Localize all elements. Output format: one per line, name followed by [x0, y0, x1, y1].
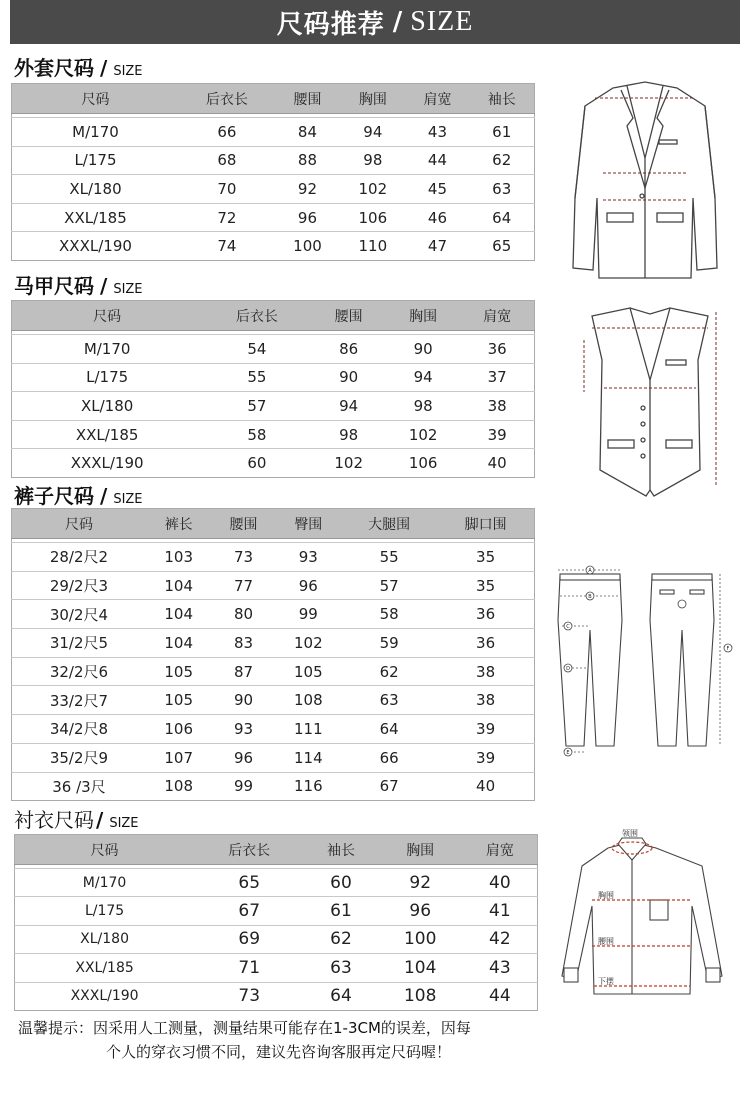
measurement-cell: 62 [341, 657, 437, 686]
measurement-cell: 73 [211, 543, 275, 572]
measurement-cell: 66 [179, 118, 275, 147]
shirt-label-chest: 胸围 [598, 891, 614, 900]
measurement-cell: 83 [211, 629, 275, 658]
measurement-cell: 65 [469, 232, 534, 261]
measurement-cell: 74 [179, 232, 275, 261]
measurement-cell: 87 [211, 657, 275, 686]
measurement-cell: 110 [340, 232, 405, 261]
table-row [12, 686, 535, 715]
measurement-cell: 70 [179, 175, 275, 204]
table-row [12, 203, 535, 232]
note-line-1: 温馨提示：因采用人工测量，测量结果可能存在1-3CM的误差，因每 [18, 1019, 471, 1037]
jacket-title-slash: / [100, 56, 108, 80]
pants-section-title [14, 480, 143, 509]
measurement-cell: 67 [341, 772, 437, 801]
measurement-cell: 77 [211, 571, 275, 600]
size-cell: XXL/185 [15, 954, 195, 982]
header-cell: 胸围 [386, 301, 460, 331]
measurement-cell: 93 [211, 715, 275, 744]
measurement-cell: 108 [378, 982, 463, 1010]
vest-section-title [14, 270, 143, 299]
measurement-cell: 36 [460, 335, 534, 364]
measurement-cell: 69 [194, 925, 304, 953]
measurement-cell: 106 [340, 203, 405, 232]
measurement-cell: 102 [340, 175, 405, 204]
size-cell: XL/180 [12, 175, 179, 204]
measurement-cell: 65 [194, 869, 304, 897]
table-header-row [12, 509, 535, 539]
size-cell: M/170 [12, 335, 203, 364]
table-row [12, 363, 535, 392]
measurement-cell: 84 [275, 118, 340, 147]
measurement-cell: 37 [460, 363, 534, 392]
measurement-cell: 45 [406, 175, 470, 204]
measurement-cell: 92 [378, 869, 463, 897]
measurement-cell: 63 [341, 686, 437, 715]
measurement-cell: 58 [341, 600, 437, 629]
table-row [12, 449, 535, 478]
measurement-cell: 104 [146, 600, 212, 629]
measurement-cell: 96 [275, 203, 340, 232]
size-cell: XXXL/190 [15, 982, 195, 1010]
measurement-cell: 42 [463, 925, 538, 953]
pants-marker-d: D [566, 666, 570, 672]
measurement-cell: 90 [311, 363, 385, 392]
measurement-cell: 99 [211, 772, 275, 801]
table-row [12, 335, 535, 364]
measurement-cell: 64 [304, 982, 377, 1010]
measurement-cell: 39 [437, 743, 534, 772]
size-cell: M/170 [15, 869, 195, 897]
measurement-cell: 64 [469, 203, 534, 232]
pants-marker-b: B [588, 594, 592, 600]
measurement-cell: 39 [437, 715, 534, 744]
size-cell: L/175 [12, 146, 179, 175]
shirt-size-table [14, 834, 538, 1011]
measurement-cell: 94 [340, 118, 405, 147]
measurement-cell: 96 [378, 897, 463, 925]
measurement-cell: 96 [276, 571, 342, 600]
shirt-title-en: SIZE [109, 816, 139, 831]
size-cell: XXXL/190 [12, 232, 179, 261]
measurement-cell: 57 [202, 392, 311, 421]
measurement-cell: 114 [276, 743, 342, 772]
header-cell: 胸围 [340, 84, 405, 114]
table-row [12, 715, 535, 744]
measurement-cell: 73 [194, 982, 304, 1010]
measurement-cell: 116 [276, 772, 342, 801]
header-cell: 胸围 [378, 835, 463, 865]
measurement-cell: 35 [437, 543, 534, 572]
measurement-cell: 102 [386, 420, 460, 449]
size-cell: 29/2尺3 [12, 571, 146, 600]
measurement-cell: 108 [276, 686, 342, 715]
vest-illustration [570, 300, 730, 500]
measurement-cell: 98 [386, 392, 460, 421]
size-cell: 36 /3尺 [12, 772, 146, 801]
measurement-cell: 60 [304, 869, 377, 897]
measurement-cell: 88 [275, 146, 340, 175]
size-cell: XXXL/190 [12, 449, 203, 478]
pants-title-en: SIZE [113, 492, 143, 507]
measurement-cell: 80 [211, 600, 275, 629]
size-cell: 30/2尺4 [12, 600, 146, 629]
header-cell: 肩宽 [406, 84, 470, 114]
pants-illustration [548, 560, 744, 760]
vest-title-zh: 马甲尺码 [14, 274, 94, 298]
size-cell: 28/2尺2 [12, 543, 146, 572]
shirt-label-collar: 领围 [622, 829, 638, 838]
measurement-cell: 55 [341, 543, 437, 572]
jacket-section-title [14, 52, 143, 81]
size-cell: XXL/185 [12, 203, 179, 232]
measurement-cell: 100 [275, 232, 340, 261]
measurement-cell: 61 [469, 118, 534, 147]
measurement-cell: 67 [194, 897, 304, 925]
header-cell: 尺码 [15, 835, 195, 865]
care-note [18, 1016, 558, 1064]
measurement-cell: 38 [460, 392, 534, 421]
measurement-cell: 94 [386, 363, 460, 392]
size-cell: 35/2尺9 [12, 743, 146, 772]
table-row [12, 392, 535, 421]
table-row [15, 897, 538, 925]
measurement-cell: 106 [386, 449, 460, 478]
measurement-cell: 105 [276, 657, 342, 686]
size-cell: M/170 [12, 118, 179, 147]
table-header-row [12, 301, 535, 331]
shirt-label-hem: 下摆 [598, 977, 614, 986]
measurement-cell: 105 [146, 686, 212, 715]
measurement-cell: 111 [276, 715, 342, 744]
measurement-cell: 100 [378, 925, 463, 953]
header-cell: 尺码 [12, 84, 179, 114]
table-header-row [12, 84, 535, 114]
measurement-cell: 44 [406, 146, 470, 175]
size-cell: L/175 [15, 897, 195, 925]
measurement-cell: 54 [202, 335, 311, 364]
measurement-cell: 46 [406, 203, 470, 232]
measurement-cell: 43 [463, 954, 538, 982]
measurement-cell: 39 [460, 420, 534, 449]
table-row [12, 118, 535, 147]
measurement-cell: 62 [469, 146, 534, 175]
size-cell: XL/180 [12, 392, 203, 421]
measurement-cell: 64 [341, 715, 437, 744]
measurement-cell: 93 [276, 543, 342, 572]
header-cell: 大腿围 [341, 509, 437, 539]
measurement-cell: 90 [386, 335, 460, 364]
measurement-cell: 62 [304, 925, 377, 953]
shirt-section-title [14, 804, 139, 833]
header-cell: 袖长 [469, 84, 534, 114]
pants-size-table [11, 508, 535, 801]
table-row [12, 571, 535, 600]
header-cell: 脚口围 [437, 509, 534, 539]
table-row [15, 925, 538, 953]
shirt-title-slash: / [96, 808, 104, 832]
header-cell: 后衣长 [194, 835, 304, 865]
measurement-cell: 61 [304, 897, 377, 925]
pants-title-slash: / [100, 484, 108, 508]
pants-title-zh: 裤子尺码 [14, 484, 94, 508]
header-cell: 臀围 [276, 509, 342, 539]
measurement-cell: 47 [406, 232, 470, 261]
measurement-cell: 106 [146, 715, 212, 744]
vest-size-table [11, 300, 535, 478]
measurement-cell: 40 [463, 869, 538, 897]
table-row [12, 629, 535, 658]
size-cell: L/175 [12, 363, 203, 392]
jacket-illustration [565, 78, 725, 288]
jacket-title-zh: 外套尺码 [14, 56, 94, 80]
measurement-cell: 40 [437, 772, 534, 801]
table-header-row [15, 835, 538, 865]
note-line-2: 个人的穿衣习惯不同，建议先咨询客服再定尺码喔！ [106, 1043, 452, 1061]
header-cell: 尺码 [12, 509, 146, 539]
measurement-cell: 41 [463, 897, 538, 925]
measurement-cell: 60 [202, 449, 311, 478]
table-row [12, 232, 535, 261]
header-cell: 腰围 [311, 301, 385, 331]
measurement-cell: 38 [437, 686, 534, 715]
measurement-cell: 36 [437, 600, 534, 629]
measurement-cell: 102 [311, 449, 385, 478]
table-row [12, 657, 535, 686]
shirt-label-waist: 腰围 [598, 937, 614, 946]
measurement-cell: 40 [460, 449, 534, 478]
size-cell: XXL/185 [12, 420, 203, 449]
table-row [12, 146, 535, 175]
header-cell: 裤长 [146, 509, 212, 539]
measurement-cell: 99 [276, 600, 342, 629]
measurement-cell: 86 [311, 335, 385, 364]
measurement-cell: 57 [341, 571, 437, 600]
size-cell: 31/2尺5 [12, 629, 146, 658]
table-row [12, 420, 535, 449]
measurement-cell: 59 [341, 629, 437, 658]
measurement-cell: 35 [437, 571, 534, 600]
banner-title-zh: 尺码推荐 [276, 9, 385, 40]
table-row [12, 543, 535, 572]
vest-title-slash: / [100, 274, 108, 298]
measurement-cell: 102 [276, 629, 342, 658]
header-cell: 尺码 [12, 301, 203, 331]
measurement-cell: 104 [378, 954, 463, 982]
measurement-cell: 108 [146, 772, 212, 801]
size-cell: 34/2尺8 [12, 715, 146, 744]
header-cell: 肩宽 [463, 835, 538, 865]
shirt-illustration [552, 826, 732, 1006]
header-cell: 后衣长 [202, 301, 311, 331]
table-row [15, 954, 538, 982]
table-row [15, 869, 538, 897]
measurement-cell: 38 [437, 657, 534, 686]
measurement-cell: 96 [211, 743, 275, 772]
measurement-cell: 107 [146, 743, 212, 772]
size-cell: 33/2尺7 [12, 686, 146, 715]
measurement-cell: 98 [311, 420, 385, 449]
measurement-cell: 44 [463, 982, 538, 1010]
measurement-cell: 72 [179, 203, 275, 232]
vest-title-en: SIZE [113, 282, 143, 297]
table-row [12, 600, 535, 629]
measurement-cell: 55 [202, 363, 311, 392]
measurement-cell: 92 [275, 175, 340, 204]
measurement-cell: 94 [311, 392, 385, 421]
measurement-cell: 105 [146, 657, 212, 686]
header-cell: 袖长 [304, 835, 377, 865]
table-row [12, 175, 535, 204]
banner-title-en: SIZE [410, 6, 474, 37]
measurement-cell: 90 [211, 686, 275, 715]
measurement-cell: 103 [146, 543, 212, 572]
banner-separator: / [392, 7, 403, 37]
jacket-size-table [11, 83, 535, 261]
header-cell: 腰围 [275, 84, 340, 114]
measurement-cell: 104 [146, 571, 212, 600]
size-cell: 32/2尺6 [12, 657, 146, 686]
pants-marker-a: A [588, 568, 592, 574]
jacket-title-en: SIZE [113, 64, 143, 79]
page-banner [10, 0, 740, 44]
measurement-cell: 98 [340, 146, 405, 175]
measurement-cell: 43 [406, 118, 470, 147]
header-cell: 腰围 [211, 509, 275, 539]
pants-marker-f: F [726, 646, 730, 652]
header-cell: 肩宽 [460, 301, 534, 331]
pants-marker-e: E [566, 750, 570, 756]
pants-marker-c: C [566, 624, 570, 630]
measurement-cell: 66 [341, 743, 437, 772]
measurement-cell: 58 [202, 420, 311, 449]
header-cell: 后衣长 [179, 84, 275, 114]
table-row [12, 743, 535, 772]
measurement-cell: 68 [179, 146, 275, 175]
measurement-cell: 71 [194, 954, 304, 982]
shirt-title-zh: 衬衣尺码 [14, 808, 94, 832]
measurement-cell: 36 [437, 629, 534, 658]
table-row [15, 982, 538, 1010]
table-row [12, 772, 535, 801]
measurement-cell: 63 [469, 175, 534, 204]
measurement-cell: 104 [146, 629, 212, 658]
size-cell: XL/180 [15, 925, 195, 953]
measurement-cell: 63 [304, 954, 377, 982]
